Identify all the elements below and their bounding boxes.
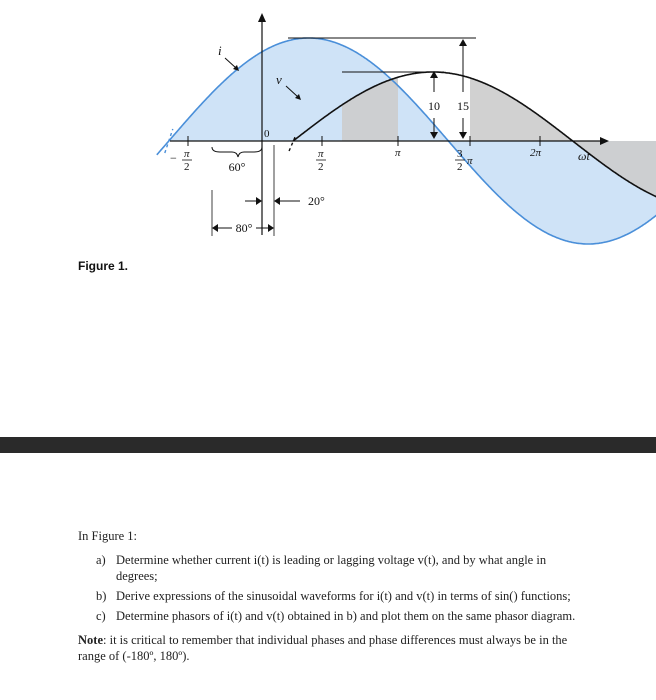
question-item-text: Determine whether current i(t) is leading or lagging voltage v(t), and by what angle in degrees; — [116, 553, 547, 583]
three-pi-over-2-num: 3 — [457, 148, 463, 160]
amp-15-label: 15 — [457, 99, 469, 113]
current-curve-label: i — [218, 43, 222, 58]
angle-20-label: 20° — [308, 194, 325, 208]
angle-60-brace — [212, 147, 262, 157]
question-item-text: Determine phasors of i(t) and v(t) obtained in b) and plot them on the same phasor diagram. — [116, 609, 576, 623]
question-item-marker: c) — [96, 609, 106, 623]
three-pi-over-2-den: 2 — [457, 161, 463, 173]
question-list — [78, 552, 578, 624]
origin-label: 0 — [264, 128, 270, 140]
question-item-marker: a) — [96, 553, 106, 567]
pi-over-2-den: 2 — [318, 161, 324, 173]
question-item-marker: b) — [96, 589, 107, 603]
question-intro: In Figure 1: — [78, 529, 138, 543]
question-item-text: Derive expressions of the sinusoidal waveforms for i(t) and v(t) in terms of sin() functions; — [116, 589, 571, 603]
note-label: Note — [78, 633, 103, 647]
question-item — [78, 608, 578, 624]
neg-pi-over-2-den: 2 — [184, 161, 190, 173]
pi-over-2-num: π — [318, 148, 324, 160]
neg-sign: − — [170, 151, 177, 165]
question-item — [78, 588, 578, 604]
omega-t-label: ωt — [578, 149, 590, 163]
amplitude-axis-arrow-icon — [258, 13, 266, 22]
amp-10-label: 10 — [428, 99, 440, 113]
arrow-down-icon — [459, 132, 467, 139]
two-pi-label: 2π — [530, 147, 542, 159]
note-paragraph — [78, 632, 578, 664]
neg-pi-over-2-num: π — [184, 148, 190, 160]
section-divider — [0, 437, 656, 453]
question-block — [78, 528, 578, 664]
waveform-figure — [0, 0, 656, 300]
voltage-curve-label: v — [276, 72, 282, 87]
arrow-left-icon — [212, 224, 218, 232]
pi-label: π — [395, 147, 401, 159]
question-item — [78, 552, 578, 584]
three-pi-over-2-pi: π — [467, 155, 473, 167]
arrow-right-icon — [268, 224, 274, 232]
current-label-pointer — [225, 58, 236, 68]
arrow-left-icon — [274, 197, 280, 205]
arrow-up-icon — [459, 39, 467, 46]
angle-80-label: 80° — [235, 221, 253, 235]
figure-caption: Figure 1. — [78, 259, 129, 273]
note-text: : it is critical to remember that individual phases and phase differences must always be in the range of (-180º, 180º). — [78, 633, 568, 663]
angle-60-label: 60° — [228, 160, 246, 174]
arrow-right-icon — [256, 197, 262, 205]
